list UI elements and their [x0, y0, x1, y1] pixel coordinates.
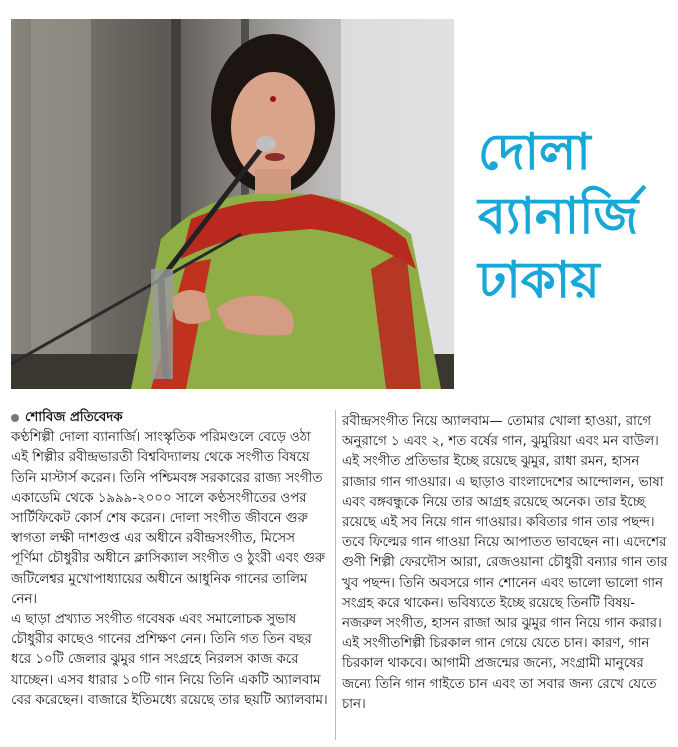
- article-column-left: [11, 408, 331, 711]
- article-column-right: [342, 412, 668, 715]
- headline: [478, 120, 668, 312]
- singer-photo: [11, 19, 454, 389]
- byline: [11, 408, 331, 428]
- headline-line-1: দোলা: [478, 123, 591, 181]
- article-paragraph: কণ্ঠশিল্পী দোলা ব্যানার্জি। সাংস্কৃতিক পরিমণ্ডলে বেড়ে ওঠা এই শিল্পীর রবীন্দ্রভারতী বিশ্ববিদ্যালয় থেকে সংগীত বিষয়ে তিনি মাস্টার্স করেন। তিনি পশ্চিমবঙ্গ সরকারের রাজ্য সংগীত একাডেমি থেকে ১৯৯৯-২০০০ সালে কণ্ঠসংগীতের ওপর সার্টিফিকেট কোর্স শেষ করেন। দোলা সংগীত জীবনে গুরু স্বাগতা লক্ষী দাশগুপ্ত এর অধীনে রবীন্দ্রসংগীত, মিসেস পূর্ণিমা চৌধুরীর অধীনে ক্লাসিক্যাল সংগীত ও ঠুংরী এবং গুরু জটিলেশ্বর মুখোপাধ্যায়ের অধীনে আধুনিক গানের তালিম নেন।: [11, 430, 325, 607]
- column-divider: [335, 410, 336, 740]
- bullet-icon: [11, 414, 19, 422]
- singer-with-microphone-photo: [11, 19, 454, 389]
- article-paragraph: রবীন্দ্রসংগীত নিয়ে অ্যালবাম— তোমার খোলা হাওয়া, রাগে অনুরাগে ১ এবং ২, শত বর্ষের গান, ঝুমুরিয়া এবং মন বাউল। এই সংগীত প্রতিভার ইচ্ছে রয়েছে ঝুমুর, রাধা রমন, হাসন রাজার গান গাওয়ার। এ ছাড়াও বাংলাদেশের আন্দোলন, ভাষা এবং বঙ্গবন্ধুকে নিয়ে তার আগ্রহ রয়েছে অনেক। তার ইচ্ছে রয়েছে এই সব নিয়ে গান গাওয়ার। কবিতার গান তার পছন্দ। তবে ফিল্মের গান গাওয়া নিয়ে আপাতত ভাবছেন না। এদেশের গুণী শিল্পী ফেরদৌস আরা, রেজওয়ানা চৌধুরী বন্যার গান তার খুব পছন্দ। তিনি অবসরে গান শোনেন এবং ভালো ভালো গান সংগ্রহ করে থাকেন। ভবিষ্যতে ইচ্ছে রয়েছে তিনটি বিষয়- নজরুল সংগীত, হাসন রাজা আর ঝুমুর গান নিয়ে গান করার। এই সংগীতশিল্পী চিরকাল গান গেয়ে যেতে চান। কারণ, গান চিরকাল থাকবে। আগামী প্রজন্মের জন্যে, সংগ্রামী মানুষের জন্যে তিনি গান গাইতে চান এবং তা সবার জন্য রেখে যেতে চান।: [342, 414, 668, 712]
- byline-text: শোবিজ প্রতিবেদক: [25, 410, 123, 425]
- headline-line-3: ঢাকায়: [478, 251, 600, 309]
- headline-line-2: ব্যানার্জি: [478, 187, 639, 245]
- article-paragraph: এ ছাড়া প্রখ্যাত সংগীত গবেষক এবং সমালোচক সুভাষ চৌধুরীর কাছেও গানের প্রশিক্ষণ নেন। তিনি গত তিন বছর ধরে ১০টি জেলার ঝুমুর গান সংগ্রহে নিরলস কাজ করে যাচ্ছেন। এসব ধারার ১০টি গান নিয়ে তিনি একটি অ্যালবাম বের করেছেন। বাজারে ইতিমধ্যে রয়েছে তার ছয়টি অ্যালবাম।: [11, 612, 328, 708]
